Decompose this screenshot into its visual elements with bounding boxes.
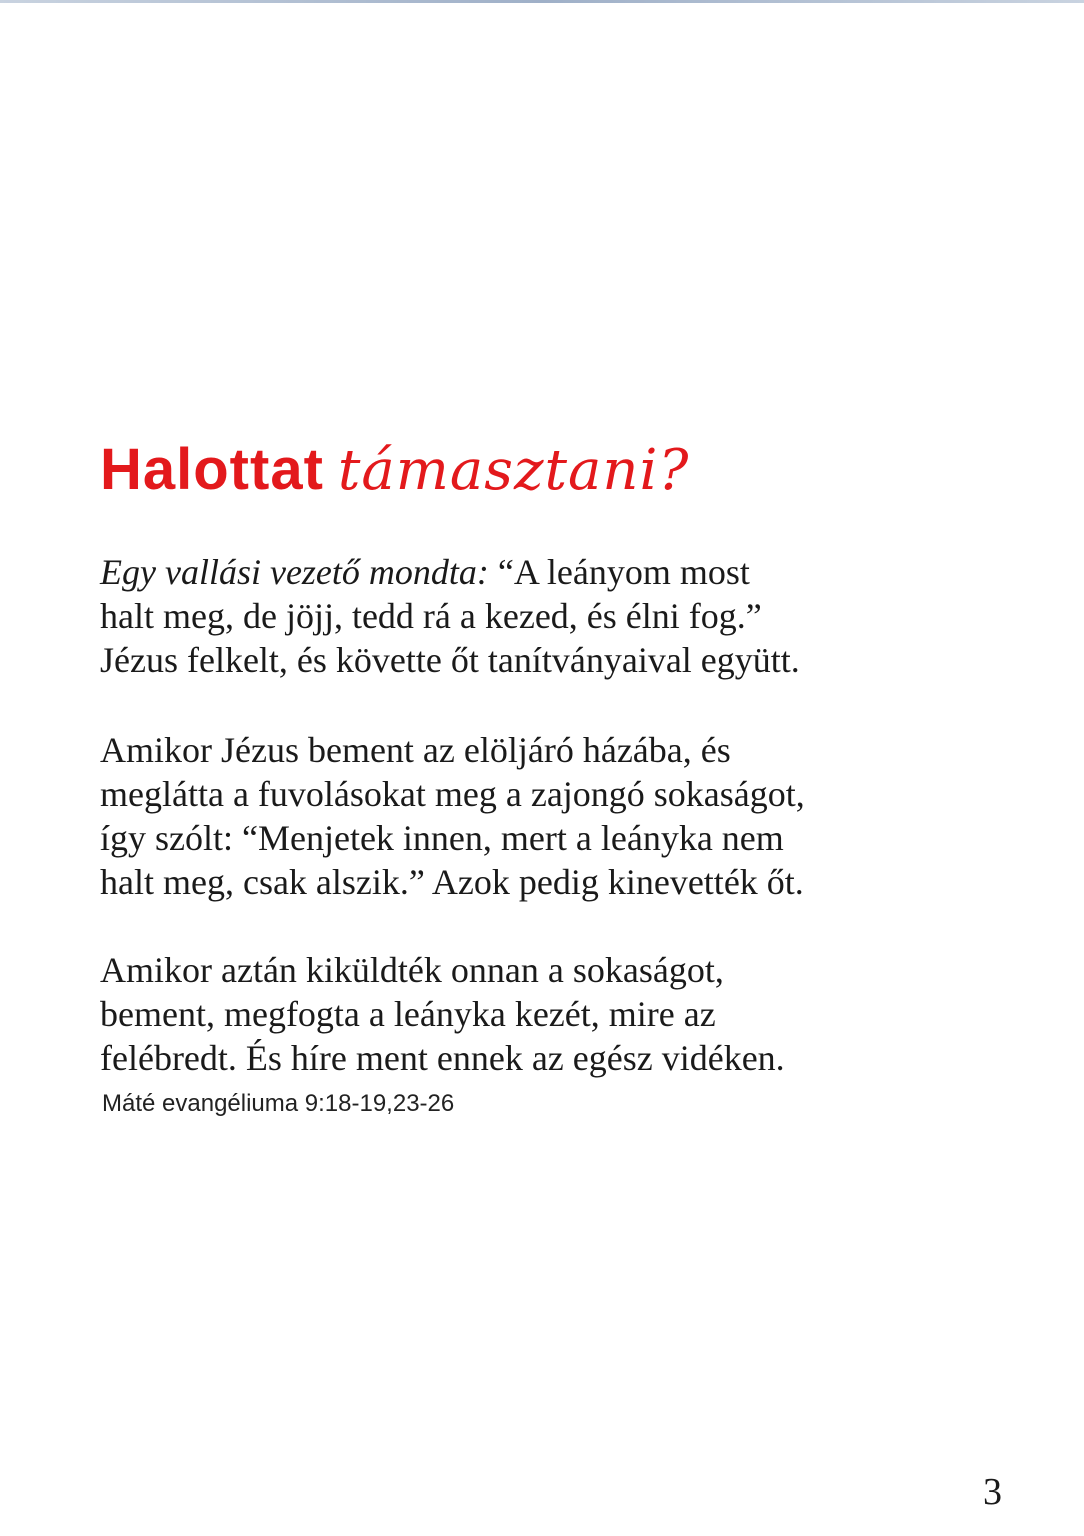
paragraph-line: Amikor Jézus bement az elöljáró házába, és (100, 730, 731, 770)
paragraph-line: halt meg, csak alszik.” Azok pedig kinevették őt. (100, 862, 804, 902)
title-bold-part: Halottat (100, 437, 324, 502)
top-edge-rule (0, 0, 1084, 3)
paragraph-3 (100, 948, 1000, 1080)
paragraph-line: így szólt: “Menjetek innen, mert a leányka nem (100, 818, 784, 858)
paragraph-line: halt meg, de jöjj, tedd rá a kezed, és élni fog.” (100, 596, 762, 636)
speaker-intro: Egy vallási vezető mondta: (100, 552, 489, 592)
paragraph-line: meglátta a fuvolásokat meg a zajongó sokaságot, (100, 774, 805, 814)
paragraph-line: Jézus felkelt, és követte őt tanítványaival együtt. (100, 640, 800, 680)
quote-start: “A leányom most (488, 552, 750, 592)
paragraph-line: Amikor aztán kiküldték onnan a sokaságot, (100, 950, 724, 990)
paragraph-line (100, 550, 1000, 594)
paragraph-2 (100, 728, 1000, 904)
page-title (100, 436, 1000, 516)
paragraph-1 (100, 550, 1000, 682)
scripture-reference: Máté evangéliuma 9:18-19,23-26 (102, 1090, 455, 1117)
paragraph-line: felébredt. És híre ment ennek az egész vidéken. (100, 1038, 785, 1078)
title-script-part: támasztani? (337, 438, 690, 503)
page-number: 3 (983, 1471, 1002, 1513)
paragraph-line: bement, megfogta a leányka kezét, mire az (100, 994, 716, 1034)
